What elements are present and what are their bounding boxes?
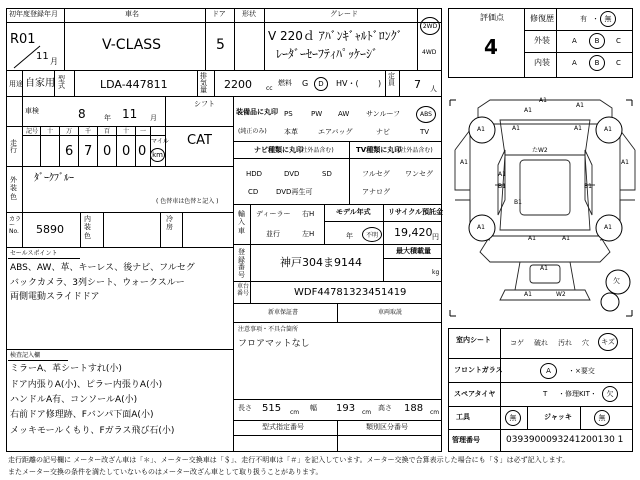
tv-oneseg: ワンセグ — [405, 170, 433, 178]
damage-mark: A1 — [576, 102, 584, 109]
recycle-label: リサイクル預託金 — [388, 208, 444, 216]
manual-label: 車両取説 — [378, 309, 403, 316]
color-no-label: カラーNo. — [9, 216, 22, 235]
inspector-line: ミラーA、革シートすれ(小) — [10, 364, 122, 374]
import-left-handle: 左H — [302, 230, 315, 238]
inspector-line: 右前ドア修理跡、Fバンパ下面A(小) — [10, 410, 154, 420]
exterior-a: A — [572, 37, 577, 45]
model-year-unknown-circled: 不明 — [362, 227, 382, 242]
fuel-d-circled: D — [314, 77, 328, 91]
damage-mark: B1 — [514, 199, 522, 206]
jack-none-circled: 無 — [594, 410, 610, 426]
type-no-label: 型式指定番号 — [262, 423, 304, 431]
interior-a: A — [572, 59, 577, 67]
tools-label: 工具 — [456, 413, 470, 421]
first-reg-month-unit: 月 — [50, 57, 58, 66]
mileage-unit-4: 百 — [104, 128, 111, 135]
height-value: 188 — [404, 403, 424, 414]
width-value: 193 — [336, 403, 356, 414]
width-label: 幅 — [310, 404, 317, 412]
first-reg-label: 初年度登録年月 — [9, 10, 58, 18]
inspector-line: ドア内張りA(小)、ピラー内張りA(小) — [10, 380, 163, 390]
front-glass-label: フロントガラス — [454, 366, 503, 374]
trim-label: 内装色 — [84, 215, 91, 240]
repair-yes: 有 — [580, 15, 587, 23]
door-label: ドア — [212, 10, 226, 18]
car-name-label: 車名 — [125, 10, 139, 18]
height-label: 高さ — [378, 404, 392, 412]
displacement-value: 2200 — [224, 78, 252, 91]
repair-label: 修復歴 — [530, 14, 554, 23]
score-value: 4 — [484, 35, 498, 59]
spare-t: T — [543, 390, 548, 398]
inspector-label: 検査記入欄 — [10, 352, 41, 359]
grade-line-1: V 220ｄ ｱﾊﾞﾝｷﾞｬﾙﾄﾞﾛﾝｸﾞ — [268, 29, 403, 43]
model-year-label: モデル年式 — [336, 208, 371, 216]
import-right-handle: 右H — [302, 210, 315, 218]
front-glass-x: ・×要交 — [568, 367, 595, 375]
mileage-unit-0: 記号 — [26, 128, 39, 135]
recycle-unit: 円 — [432, 233, 439, 241]
equip-navi: ナビ — [376, 128, 390, 136]
model-value: LDA-447811 — [100, 78, 168, 91]
damage-mark: A1 — [539, 97, 547, 104]
first-reg-year: R01 — [10, 32, 36, 47]
score-label: 評価点 — [480, 13, 504, 22]
mileage-unit-6: 一 — [140, 128, 147, 135]
color-value: ﾀﾞｰｸﾌﾞﾙｰ — [34, 173, 74, 184]
front-glass-a-circled: A — [540, 363, 557, 379]
inspector-line: メッキモールくもり、Fガラス飛び石(小) — [10, 426, 175, 436]
jack-label: ジャッキ — [544, 413, 572, 421]
seat-dirt: 汚れ — [558, 339, 572, 347]
navi-sd: SD — [322, 170, 332, 178]
registration-value: 神戸304ま9144 — [280, 256, 362, 269]
seat-burn: コゲ — [510, 339, 524, 347]
navi-hdd: HDD — [246, 170, 263, 178]
capacity-label: 定員 — [388, 72, 395, 87]
fuel-close: ) — [378, 79, 382, 88]
management-value: 0393900093241200130 1 — [506, 435, 624, 445]
mileage-digit: 0 — [122, 144, 131, 159]
repair-dot: ・ — [592, 15, 599, 23]
tv-label: TV種類に丸印 — [356, 146, 402, 154]
seat-tear: 破れ — [534, 339, 548, 347]
registration-label: 登録番号 — [238, 248, 245, 280]
mileage-unit-1: 十 — [47, 128, 54, 135]
first-reg-month: 11 — [36, 51, 49, 62]
exterior-c: C — [616, 37, 621, 45]
shape-label: 形状 — [242, 10, 256, 18]
color-label: 外装色 — [10, 176, 17, 201]
inspection-label: 車検 — [25, 107, 39, 115]
spare-kit: ・修理KIT・ — [558, 390, 597, 398]
sales-point-line: 両側電動スライドドア — [10, 292, 100, 302]
mileage-digit: 6 — [65, 144, 74, 159]
equip-tv: TV — [420, 128, 430, 136]
model-year-unit: 年 — [346, 232, 353, 240]
length-value: 515 — [262, 403, 282, 414]
sales-point-line: ABS、AW、革、キーレス、後ナビ、フルセグ — [10, 263, 195, 273]
damage-mark: W2 — [556, 291, 566, 298]
mileage-label: 走行 — [10, 139, 17, 154]
displacement-label: 排気量 — [200, 72, 207, 94]
equip-aw: AW — [338, 110, 350, 118]
shift-label: シフト — [194, 100, 215, 108]
navi-label: ナビ種類に丸印 — [254, 146, 303, 154]
import-label: 輸入車 — [238, 210, 245, 235]
equip-sunroof: サンルーフ — [366, 110, 401, 118]
equip-airbag: エアバッグ — [318, 128, 353, 136]
inspector-line: ハンドルA有、コンソールA(小) — [10, 395, 138, 405]
warranty-label: 新車保証書 — [268, 309, 299, 316]
damage-mark: A1 — [528, 235, 536, 242]
roof-mark: たW2 — [532, 147, 548, 154]
model-label: 型式 — [58, 75, 65, 90]
drive-4wd: 4WD — [422, 49, 437, 56]
fuel-label: 燃料 — [278, 79, 292, 87]
door-count: 5 — [216, 37, 225, 53]
damage-mark: A1 — [524, 107, 532, 114]
chassis-value: WDF44781323451419 — [294, 287, 407, 298]
grade-line-2: ﾚｰﾀﾞｰｾｰﾌﾃｨﾊﾟｯｹｰｼﾞ — [276, 47, 379, 61]
equip-pw: PW — [311, 110, 323, 118]
inspection-month-unit: 月 — [150, 114, 157, 122]
interior-label: 内装 — [534, 58, 550, 67]
drive-2wd-circled: 2WD — [420, 17, 440, 35]
sales-point-line: バックカメラ、3列シート、ウォークスルー — [10, 278, 185, 288]
mileage-unit-3: 千 — [85, 128, 92, 135]
navi-sub-label: (社外品含む) — [299, 147, 334, 154]
navi-dvd-play: DVD再生可 — [276, 188, 313, 196]
equipment-label: 装備品に丸印 — [236, 108, 278, 116]
mileage-digit: 0 — [103, 144, 112, 159]
cooling-label: 冷房 — [166, 215, 173, 232]
management-label: 管理番号 — [452, 436, 480, 444]
equip-ps: PS — [284, 110, 293, 118]
seat-label: 室内シート — [456, 336, 491, 344]
interior-c: C — [616, 59, 621, 67]
import-parallel: 並行 — [266, 230, 280, 238]
equip-leather: 本革 — [284, 128, 298, 136]
usage-label: 用途 — [9, 80, 23, 88]
km-circled: km — [150, 148, 165, 162]
tv-fullseg: フルセグ — [362, 170, 390, 178]
mileage-unit-2: 万 — [66, 128, 73, 135]
class-no-label: 類別区分番号 — [366, 423, 408, 431]
damage-mark: B1 — [498, 183, 506, 190]
exterior-label: 外装 — [534, 36, 550, 45]
color-note: ( 色替車は色替と記入 ) — [156, 198, 219, 205]
tools-none-circled: 無 — [505, 410, 521, 426]
damage-mark: A1 — [460, 159, 468, 166]
capacity-value: 7 — [414, 78, 421, 91]
length-label: 長さ — [238, 404, 252, 412]
tv-sub-label: (社外品含む) — [398, 147, 433, 154]
inspection-year-unit: 年 — [104, 114, 111, 122]
interior-b-circled: B — [589, 55, 605, 71]
height-unit: cm — [430, 409, 440, 416]
tv-analog: アナログ — [362, 188, 390, 196]
spare-label: スペアタイヤ — [454, 390, 496, 398]
damage-mark: A1 — [604, 224, 612, 231]
damage-mark: A1 — [562, 235, 570, 242]
car-name: V-CLASS — [102, 37, 162, 53]
color-no-value: 5890 — [36, 223, 64, 236]
damage-mark: A1 — [477, 224, 485, 231]
seat-hole: 穴 — [582, 339, 589, 347]
navi-cd: CD — [248, 188, 259, 196]
inspection-month: 11 — [122, 107, 138, 121]
chassis-label: 車台番号 — [237, 283, 250, 297]
equip-abs-circled: ABS — [416, 106, 436, 123]
damage-mark: A1 — [574, 125, 582, 132]
equipment-sub-label: (純正のみ) — [238, 128, 267, 135]
length-unit: cm — [290, 409, 300, 416]
damage-mark: A1 — [512, 125, 520, 132]
repair-no-circled: 無 — [600, 11, 616, 27]
damage-mark: B1 — [584, 183, 592, 190]
sales-point-label: セールスポイント — [10, 250, 58, 257]
exterior-b-circled: B — [589, 33, 605, 49]
mileage-unit-5: 十 — [123, 128, 130, 135]
capacity-unit: 人 — [430, 85, 437, 93]
max-load-label: 最大積載量 — [396, 247, 431, 255]
notes-label: 注意事項・不具合箇所 — [238, 326, 299, 333]
grade-label: グレード — [330, 10, 358, 18]
damage-mark: A1 — [540, 265, 548, 272]
mileage-digit: 0 — [138, 144, 147, 159]
fuel-hv: HV・( — [336, 79, 359, 88]
spare-missing-circled: 欠 — [602, 386, 618, 402]
fuel-g: G — [302, 79, 309, 88]
notes-text: フロアマットなし — [238, 339, 310, 349]
damage-mark: A1 — [498, 171, 506, 178]
damage-mark: A1 — [604, 126, 612, 133]
displacement-unit: cc — [266, 85, 273, 92]
inspection-year: 8 — [78, 107, 86, 121]
mile-label: マイル — [151, 138, 169, 145]
tire-circles — [469, 117, 630, 311]
width-unit: cm — [362, 409, 372, 416]
footer-line-2: またメーター交換の条件を満たしていないものはメーター改ざん車として取り扱うことがあります。 — [8, 468, 323, 476]
usage-value: 自家用 — [25, 78, 55, 89]
shift-value: CAT — [187, 133, 212, 148]
seat-scratch-circled: キズ — [598, 333, 618, 351]
damage-mark: A1 — [524, 291, 532, 298]
recycle-value: 19,420 — [394, 226, 433, 239]
import-dealer: ディーラー — [256, 210, 291, 218]
damage-mark: A1 — [621, 159, 629, 166]
navi-dvd: DVD — [284, 170, 300, 178]
mileage-digit: 7 — [84, 144, 93, 159]
damage-mark: 欠 — [613, 277, 620, 285]
footer-line-1: 走行距離の記号欄に メーター改ざん車は「＊」、メーター交換車は「＄」、走行不明車は「＃」を記入しています。メーター交換で合算表示した場合にも「＄」は必ず記入します。 — [8, 456, 570, 464]
max-load-unit: kg — [432, 269, 440, 276]
damage-mark: A1 — [477, 126, 485, 133]
